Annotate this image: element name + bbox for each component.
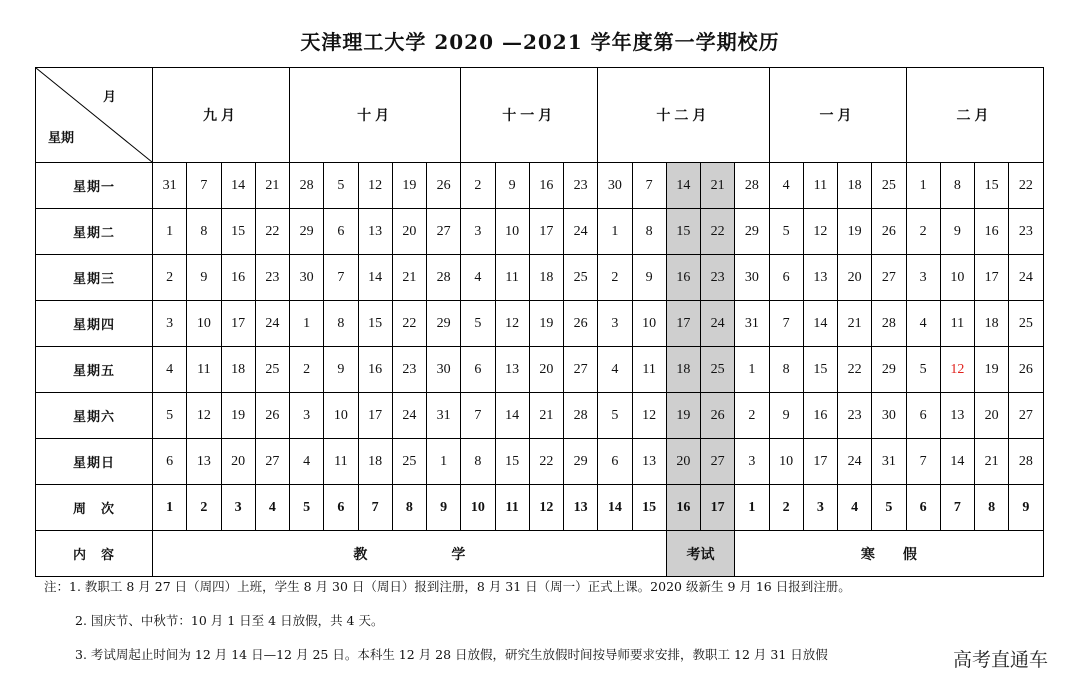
- day-cell: 20: [666, 439, 700, 485]
- day-cell: 30: [735, 255, 769, 301]
- day-cell: 8: [324, 301, 358, 347]
- month-header: 二月: [906, 68, 1043, 163]
- day-cell: 6: [153, 439, 187, 485]
- day-cell: 28: [735, 163, 769, 209]
- day-cell: 14: [666, 163, 700, 209]
- day-cell: 9: [940, 209, 974, 255]
- day-cell: 26: [255, 393, 289, 439]
- week-number-cell: 8: [392, 485, 426, 531]
- month-header: 十月: [290, 68, 461, 163]
- day-cell: 31: [735, 301, 769, 347]
- week-number-cell: 2: [769, 485, 803, 531]
- day-cell: 11: [940, 301, 974, 347]
- day-cell: 10: [940, 255, 974, 301]
- day-cell: 21: [392, 255, 426, 301]
- weekday-row: [36, 209, 1044, 255]
- week-number-cell: 9: [427, 485, 461, 531]
- day-cell: 9: [632, 255, 666, 301]
- day-cell: 13: [803, 255, 837, 301]
- day-cell: 14: [940, 439, 974, 485]
- day-cell: 25: [1009, 301, 1043, 347]
- day-cell: 11: [803, 163, 837, 209]
- weekday-label: 星期日: [36, 439, 153, 485]
- weekday-row: [36, 393, 1044, 439]
- day-cell: 7: [632, 163, 666, 209]
- day-cell: 5: [769, 209, 803, 255]
- day-cell: 10: [187, 301, 221, 347]
- weekday-label: 星期五: [36, 347, 153, 393]
- day-cell: 27: [1009, 393, 1043, 439]
- day-cell: 5: [906, 347, 940, 393]
- day-cell: 18: [666, 347, 700, 393]
- day-cell: 27: [872, 255, 906, 301]
- day-cell: 5: [461, 301, 495, 347]
- content-row: [36, 531, 1044, 577]
- day-cell: 9: [324, 347, 358, 393]
- day-cell: 1: [153, 209, 187, 255]
- weekday-row: [36, 255, 1044, 301]
- day-cell: 15: [495, 439, 529, 485]
- day-cell: 10: [495, 209, 529, 255]
- week-number-cell: 7: [358, 485, 392, 531]
- day-cell: 27: [255, 439, 289, 485]
- day-cell: 15: [666, 209, 700, 255]
- day-cell: 18: [838, 163, 872, 209]
- day-cell: 19: [838, 209, 872, 255]
- day-cell: 11: [495, 255, 529, 301]
- day-cell: 17: [358, 393, 392, 439]
- day-cell: 15: [221, 209, 255, 255]
- week-number-cell: 5: [872, 485, 906, 531]
- day-cell: 17: [221, 301, 255, 347]
- day-cell: 22: [838, 347, 872, 393]
- day-cell: 21: [838, 301, 872, 347]
- content-segment: 寒 假: [735, 531, 1043, 577]
- week-number-cell: 3: [221, 485, 255, 531]
- day-cell: 13: [495, 347, 529, 393]
- corner-month-label: 月: [102, 90, 116, 105]
- day-cell: 20: [392, 209, 426, 255]
- day-cell: 18: [975, 301, 1009, 347]
- day-cell: 16: [221, 255, 255, 301]
- day-cell: 6: [906, 393, 940, 439]
- weekday-row: [36, 347, 1044, 393]
- day-cell: 28: [427, 255, 461, 301]
- day-cell: 20: [838, 255, 872, 301]
- day-cell: 1: [290, 301, 324, 347]
- week-number-cell: 2: [187, 485, 221, 531]
- day-cell: 14: [803, 301, 837, 347]
- week-number-cell: 13: [564, 485, 598, 531]
- day-cell: 23: [1009, 209, 1043, 255]
- day-cell: 28: [872, 301, 906, 347]
- day-cell: 26: [564, 301, 598, 347]
- weekday-row: [36, 163, 1044, 209]
- day-cell: 8: [461, 439, 495, 485]
- day-cell: 4: [461, 255, 495, 301]
- day-cell: 5: [324, 163, 358, 209]
- day-cell: 21: [529, 393, 563, 439]
- day-cell: 13: [632, 439, 666, 485]
- week-number-cell: 15: [632, 485, 666, 531]
- day-cell: 12: [358, 163, 392, 209]
- note-3: 3. 考试周起止时间为 12 月 14 日—12 月 25 日。本科生 12 月 28 日放假，研究生放假时间按导师要求安排，教职工 12 月 31 日放假: [75, 647, 828, 662]
- week-number-cell: 5: [290, 485, 324, 531]
- day-cell: 9: [187, 255, 221, 301]
- day-cell: 22: [1009, 163, 1043, 209]
- day-cell: 8: [187, 209, 221, 255]
- day-cell: 14: [358, 255, 392, 301]
- day-cell: 28: [290, 163, 324, 209]
- day-cell: 24: [1009, 255, 1043, 301]
- month-header: 九月: [153, 68, 290, 163]
- day-cell: 26: [427, 163, 461, 209]
- day-cell: 26: [1009, 347, 1043, 393]
- day-cell: 28: [564, 393, 598, 439]
- month-header: 十二月: [598, 68, 769, 163]
- day-cell: 3: [735, 439, 769, 485]
- day-cell: 6: [598, 439, 632, 485]
- day-cell: 15: [358, 301, 392, 347]
- day-cell: 18: [221, 347, 255, 393]
- day-cell: 14: [221, 163, 255, 209]
- day-cell: 7: [906, 439, 940, 485]
- day-cell: 27: [701, 439, 735, 485]
- day-cell: 3: [153, 301, 187, 347]
- day-cell: 26: [872, 209, 906, 255]
- day-cell: 8: [769, 347, 803, 393]
- day-cell: 11: [324, 439, 358, 485]
- day-cell: 17: [803, 439, 837, 485]
- day-cell: 25: [564, 255, 598, 301]
- day-cell: 12: [632, 393, 666, 439]
- day-cell: 14: [495, 393, 529, 439]
- day-cell: 23: [255, 255, 289, 301]
- day-cell: 28: [1009, 439, 1043, 485]
- day-cell: 5: [598, 393, 632, 439]
- content-label: 内 容: [36, 531, 153, 577]
- day-cell: 21: [701, 163, 735, 209]
- week-number-cell: 8: [975, 485, 1009, 531]
- corner-weekday-label: 星期: [48, 131, 75, 146]
- day-cell: 9: [495, 163, 529, 209]
- day-cell: 23: [392, 347, 426, 393]
- day-cell: 4: [906, 301, 940, 347]
- day-cell: 19: [975, 347, 1009, 393]
- day-cell: 29: [427, 301, 461, 347]
- day-cell: 12: [803, 209, 837, 255]
- week-number-cell: 17: [701, 485, 735, 531]
- day-cell: 15: [803, 347, 837, 393]
- day-cell: 16: [803, 393, 837, 439]
- day-cell: 19: [529, 301, 563, 347]
- day-cell: 8: [632, 209, 666, 255]
- day-cell: 13: [187, 439, 221, 485]
- day-cell: 25: [701, 347, 735, 393]
- day-cell: 27: [427, 209, 461, 255]
- day-cell: 10: [769, 439, 803, 485]
- diagonal-line: [36, 68, 152, 162]
- corner-cell: [36, 68, 153, 163]
- day-cell: 17: [975, 255, 1009, 301]
- day-cell: 30: [872, 393, 906, 439]
- day-cell: 2: [461, 163, 495, 209]
- weekday-label: 星期一: [36, 163, 153, 209]
- week-number-cell: 6: [324, 485, 358, 531]
- day-cell: 23: [564, 163, 598, 209]
- day-cell: 1: [906, 163, 940, 209]
- day-cell: 3: [906, 255, 940, 301]
- day-cell: 23: [701, 255, 735, 301]
- day-cell: 22: [529, 439, 563, 485]
- day-cell: 16: [529, 163, 563, 209]
- day-cell: 31: [153, 163, 187, 209]
- day-cell: 2: [290, 347, 324, 393]
- week-number-cell: 11: [495, 485, 529, 531]
- day-cell: 10: [632, 301, 666, 347]
- weekday-label: 星期三: [36, 255, 153, 301]
- day-cell: 12: [940, 347, 974, 393]
- week-number-cell: 1: [153, 485, 187, 531]
- day-cell: 16: [358, 347, 392, 393]
- weekday-label: 星期二: [36, 209, 153, 255]
- day-cell: 27: [564, 347, 598, 393]
- day-cell: 4: [598, 347, 632, 393]
- day-cell: 24: [838, 439, 872, 485]
- day-cell: 4: [769, 163, 803, 209]
- day-cell: 4: [290, 439, 324, 485]
- day-cell: 24: [564, 209, 598, 255]
- day-cell: 16: [975, 209, 1009, 255]
- day-cell: 2: [735, 393, 769, 439]
- day-cell: 11: [632, 347, 666, 393]
- day-cell: 25: [392, 439, 426, 485]
- weekday-row: [36, 301, 1044, 347]
- day-cell: 30: [598, 163, 632, 209]
- day-cell: 7: [461, 393, 495, 439]
- day-cell: 29: [290, 209, 324, 255]
- week-number-cell: 4: [838, 485, 872, 531]
- day-cell: 30: [290, 255, 324, 301]
- day-cell: 1: [598, 209, 632, 255]
- day-cell: 29: [735, 209, 769, 255]
- day-cell: 24: [701, 301, 735, 347]
- watermark: 高考直通车: [949, 645, 1052, 672]
- day-cell: 8: [940, 163, 974, 209]
- day-cell: 4: [153, 347, 187, 393]
- day-cell: 3: [598, 301, 632, 347]
- day-cell: 20: [221, 439, 255, 485]
- day-cell: 19: [221, 393, 255, 439]
- day-cell: 13: [358, 209, 392, 255]
- day-cell: 2: [153, 255, 187, 301]
- day-cell: 20: [529, 347, 563, 393]
- day-cell: 1: [735, 347, 769, 393]
- day-cell: 5: [153, 393, 187, 439]
- day-cell: 6: [769, 255, 803, 301]
- day-cell: 22: [392, 301, 426, 347]
- calendar-table: [35, 67, 1044, 577]
- week-number-cell: 14: [598, 485, 632, 531]
- week-number-label: 周 次: [36, 485, 153, 531]
- month-header: 十一月: [461, 68, 598, 163]
- day-cell: 10: [324, 393, 358, 439]
- week-number-cell: 6: [906, 485, 940, 531]
- day-cell: 2: [598, 255, 632, 301]
- week-number-cell: 1: [735, 485, 769, 531]
- week-number-cell: 3: [803, 485, 837, 531]
- week-number-cell: 9: [1009, 485, 1043, 531]
- day-cell: 12: [495, 301, 529, 347]
- day-cell: 23: [838, 393, 872, 439]
- day-cell: 16: [666, 255, 700, 301]
- week-number-row: [36, 485, 1044, 531]
- day-cell: 13: [940, 393, 974, 439]
- note-1: 注：1. 教职工 8 月 27 日（周四）上班，学生 8 月 30 日（周日）报到注册，8 月 31 日（周一）正式上课。2020 级新生 9 月 16 日报到注册。: [44, 579, 851, 594]
- day-cell: 7: [187, 163, 221, 209]
- note-2: 2. 国庆节、中秋节：10 月 1 日至 4 日放假，共 4 天。: [75, 613, 384, 628]
- day-cell: 7: [324, 255, 358, 301]
- day-cell: 3: [290, 393, 324, 439]
- day-cell: 17: [529, 209, 563, 255]
- week-number-cell: 16: [666, 485, 700, 531]
- week-number-cell: 4: [255, 485, 289, 531]
- day-cell: 26: [701, 393, 735, 439]
- week-number-cell: 7: [940, 485, 974, 531]
- day-cell: 21: [975, 439, 1009, 485]
- day-cell: 24: [392, 393, 426, 439]
- month-header: 一月: [769, 68, 906, 163]
- day-cell: 1: [427, 439, 461, 485]
- day-cell: 15: [975, 163, 1009, 209]
- day-cell: 30: [427, 347, 461, 393]
- day-cell: 24: [255, 301, 289, 347]
- day-cell: 22: [255, 209, 289, 255]
- weekday-label: 星期六: [36, 393, 153, 439]
- day-cell: 31: [872, 439, 906, 485]
- day-cell: 29: [564, 439, 598, 485]
- day-cell: 22: [701, 209, 735, 255]
- day-cell: 25: [872, 163, 906, 209]
- week-number-cell: 12: [529, 485, 563, 531]
- page-title: 天津理工大学 2020 —2021 学年度第一学期校历: [300, 30, 780, 54]
- day-cell: 12: [187, 393, 221, 439]
- day-cell: 7: [769, 301, 803, 347]
- month-header-row: [36, 68, 1044, 163]
- day-cell: 3: [461, 209, 495, 255]
- day-cell: 18: [358, 439, 392, 485]
- day-cell: 6: [324, 209, 358, 255]
- day-cell: 20: [975, 393, 1009, 439]
- day-cell: 19: [666, 393, 700, 439]
- day-cell: 11: [187, 347, 221, 393]
- day-cell: 9: [769, 393, 803, 439]
- content-segment: 教 学: [153, 531, 667, 577]
- day-cell: 17: [666, 301, 700, 347]
- day-cell: 6: [461, 347, 495, 393]
- day-cell: 31: [427, 393, 461, 439]
- weekday-row: [36, 439, 1044, 485]
- day-cell: 21: [255, 163, 289, 209]
- day-cell: 19: [392, 163, 426, 209]
- week-number-cell: 10: [461, 485, 495, 531]
- day-cell: 25: [255, 347, 289, 393]
- day-cell: 2: [906, 209, 940, 255]
- day-cell: 18: [529, 255, 563, 301]
- content-segment: 考试: [666, 531, 735, 577]
- day-cell: 29: [872, 347, 906, 393]
- notes: [44, 580, 1044, 682]
- weekday-label: 星期四: [36, 301, 153, 347]
